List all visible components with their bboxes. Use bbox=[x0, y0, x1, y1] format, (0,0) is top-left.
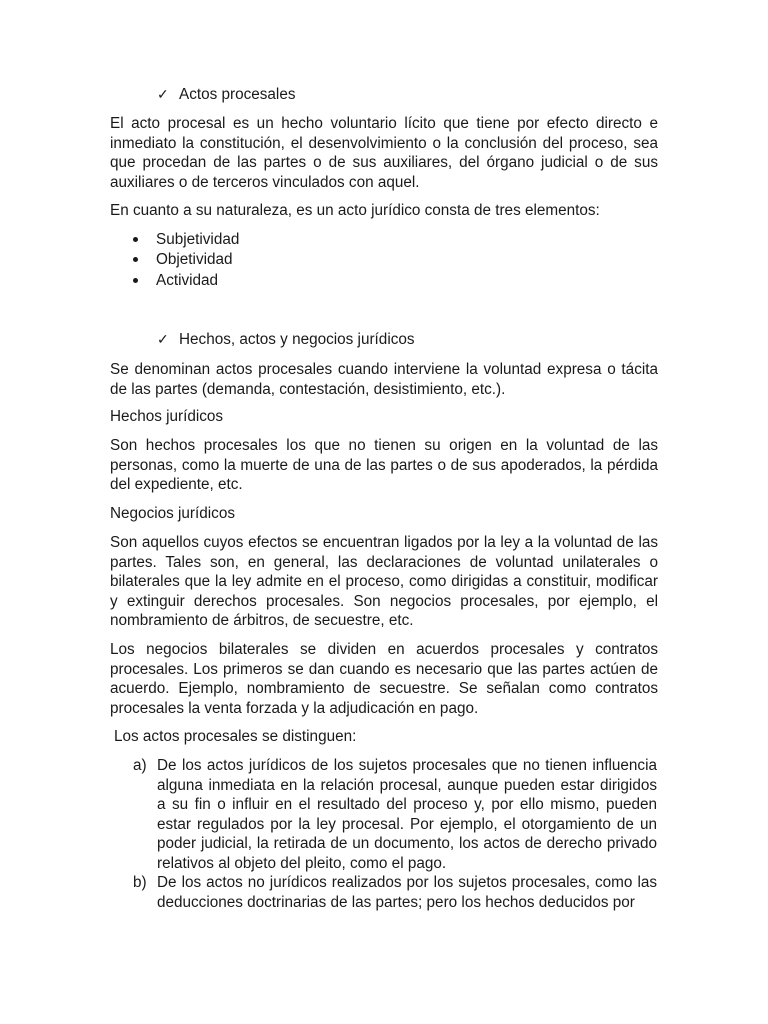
list-item-label: Objetividad bbox=[156, 251, 233, 269]
list-item-text: De los actos jurídicos de los sujetos procesales que no tienen influencia alguna inmediata en la relación procesal, aunque pueden estar dirigidos a su fin o influir en el resultado del proceso y, por ello mismo, pueden estar regulados por la ley procesal. Por ejemplo, el otorgamiento de un poder judicial, la retirada de un documento, los actos de derecho privado relativos al objeto del pleito, como el pago. bbox=[157, 757, 657, 872]
paragraph bbox=[110, 436, 658, 495]
list-item bbox=[133, 250, 239, 270]
paragraph bbox=[110, 533, 658, 631]
paragraph bbox=[110, 640, 658, 718]
check-mark-icon: ✓ bbox=[157, 331, 169, 347]
paragraph-text: Son aquellos cuyos efectos se encuentran ligados por la ley a la voluntad de las partes. Tales son, en general, las declaraciones de voluntad unilaterales o bilaterales que la ley admite en el proceso, como dirigidas a constituir, modificar y extinguir derechos procesales. Son negocios procesales, por ejemplo, el nombramiento de árbitros, de secuestre, etc. bbox=[110, 534, 658, 629]
subheading-text: Negocios jurídicos bbox=[110, 505, 235, 522]
subheading-hechos-juridicos bbox=[110, 407, 658, 427]
list-item bbox=[133, 756, 657, 873]
list-item bbox=[133, 873, 657, 912]
paragraph-text: Se denominan actos procesales cuando interviene la voluntad expresa o tácita de las partes (demanda, contestación, desistimiento, etc.). bbox=[110, 361, 658, 398]
paragraph-text: Son hechos procesales los que no tienen su origen en la voluntad de las personas, como la muerte de una de las partes o de sus apoderados, la pérdida del expediente, etc. bbox=[110, 437, 658, 493]
bullet-icon bbox=[133, 278, 138, 283]
elements-list bbox=[133, 230, 239, 291]
paragraph-text: Los negocios bilaterales se dividen en acuerdos procesales y contratos procesales. Los primeros se dan cuando es necesario que las partes actúen de acuerdo. Ejemplo, nombramiento de secuestre. Se señalan como contratos procesales la venta forzada y la adjudicación en pago. bbox=[110, 641, 658, 717]
paragraph bbox=[114, 727, 662, 747]
list-marker: b) bbox=[133, 874, 147, 891]
section-heading-label: Hechos, actos y negocios jurídicos bbox=[179, 331, 415, 348]
list-item bbox=[133, 230, 239, 250]
list-item-label: Subjetividad bbox=[156, 231, 240, 248]
list-marker: a) bbox=[133, 757, 147, 774]
distinctions-list bbox=[133, 756, 657, 912]
paragraph bbox=[110, 360, 658, 399]
subheading-negocios-juridicos bbox=[110, 504, 658, 524]
list-item bbox=[133, 271, 239, 291]
paragraph-text: Los actos procesales se distinguen: bbox=[114, 728, 357, 745]
paragraph-text: En cuanto a su naturaleza, es un acto jurídico consta de tres elementos: bbox=[110, 202, 600, 219]
bullet-icon bbox=[133, 237, 138, 242]
paragraph bbox=[110, 114, 658, 192]
section-heading-label: Actos procesales bbox=[179, 86, 296, 103]
check-mark-icon: ✓ bbox=[157, 86, 169, 102]
list-item-text: De los actos no jurídicos realizados por los sujetos procesales, como las deducciones doctrinarias de las partes; pero los hechos deducidos por bbox=[157, 874, 657, 911]
list-item-label: Actividad bbox=[156, 271, 219, 289]
paragraph bbox=[110, 201, 658, 221]
subheading-text: Hechos jurídicos bbox=[110, 408, 224, 425]
bullet-icon bbox=[133, 257, 138, 262]
paragraph-text: El acto procesal es un hecho voluntario lícito que tiene por efecto directo e inmediato la constitución, el desenvolvimiento o la conclusión del proceso, sea que procedan de las partes o de sus auxiliares, del órgano judicial o de sus auxiliares o de terceros vinculados con aquel. bbox=[110, 115, 658, 191]
